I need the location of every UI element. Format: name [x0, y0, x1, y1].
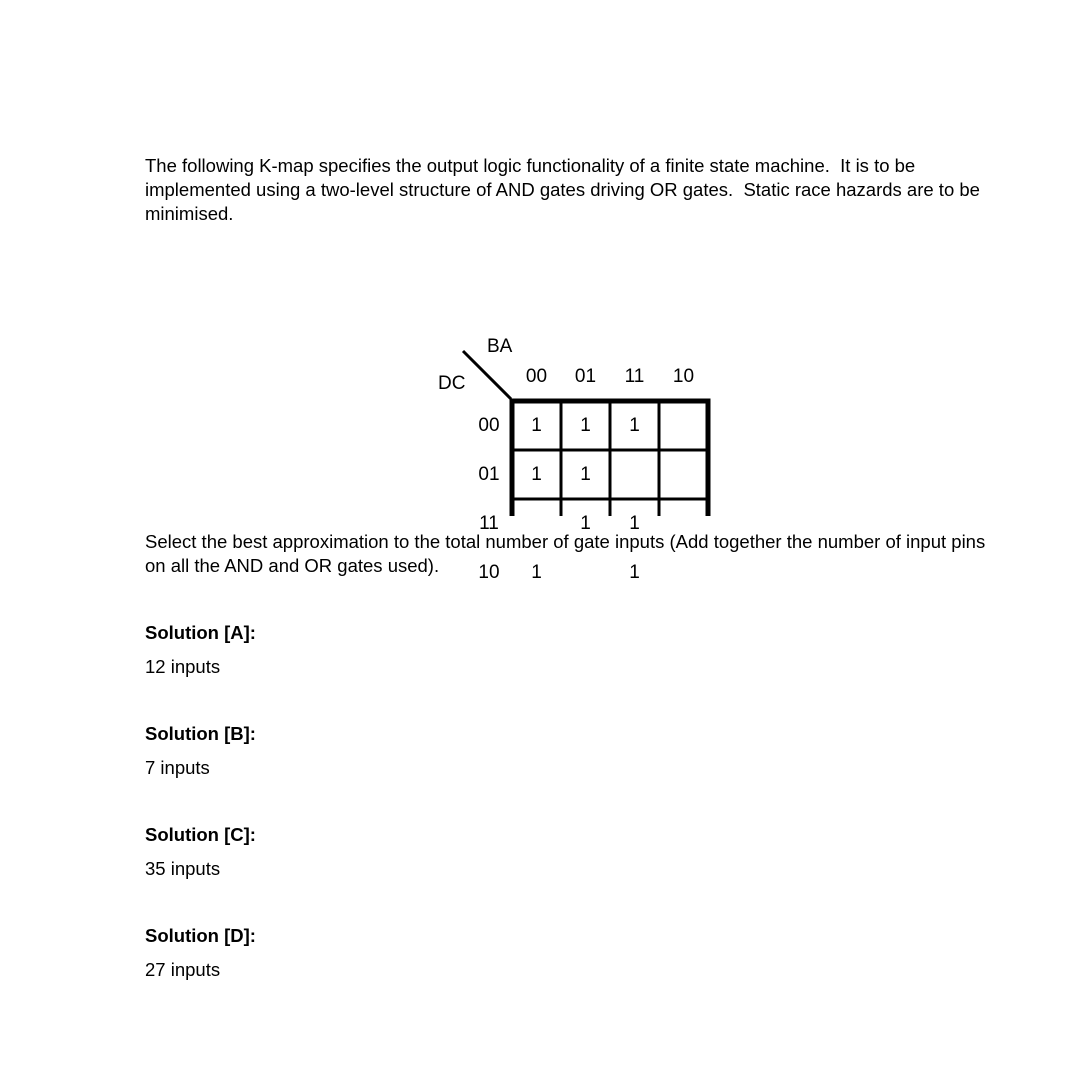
- kmap-col-header: 11: [624, 366, 645, 387]
- intro-text: The following K-map specifies the output logic functionality of a finite state machine. It is to be implemented using a two-level structure of AND gates driving OR gates. Static race hazards are to be minimised.: [145, 155, 986, 224]
- kmap-row-var: DC: [438, 373, 466, 394]
- solution-d-value: 27 inputs: [145, 959, 221, 980]
- question-page: [145, 154, 990, 982]
- kmap-cell-value: 1: [531, 561, 542, 583]
- solution-c-title: Solution [C]:: [145, 824, 256, 845]
- kmap-row-header: 10: [478, 561, 500, 583]
- solution-b-value: 7 inputs: [145, 757, 210, 778]
- kmap-diagonal: [463, 351, 511, 399]
- kmap-cell-value: 1: [629, 414, 640, 436]
- kmap-cell-value: 1: [580, 463, 591, 485]
- kmap-col-var: BA: [487, 336, 513, 357]
- kmap-cell-value: 1: [629, 512, 640, 534]
- solution-b-title: Solution [B]:: [145, 723, 256, 744]
- kmap-cell-value: 1: [629, 561, 640, 583]
- solution-a-title: Solution [A]:: [145, 622, 256, 643]
- kmap-row-header: 00: [478, 414, 500, 436]
- kmap-cell-value: 1: [531, 414, 542, 436]
- kmap-col-header: 01: [574, 366, 597, 387]
- kmap-row-header: 01: [478, 463, 500, 485]
- solution-c: [145, 823, 990, 881]
- kmap-row-header: 11: [479, 512, 499, 534]
- kmap-col-header: 00: [525, 366, 548, 387]
- solution-c-value: 35 inputs: [145, 858, 221, 879]
- question-text: Select the best approximation to the total number of gate inputs (Add together the number of input pins on all the AND and OR gates used).: [145, 531, 991, 576]
- solution-d-title: Solution [D]:: [145, 925, 256, 946]
- kmap-cell-value: 1: [580, 414, 591, 436]
- solution-b: [145, 722, 990, 780]
- kmap-cell-value: 1: [580, 512, 591, 534]
- kmap-col-header: 10: [672, 366, 695, 387]
- kmap-cell-value: 1: [531, 463, 542, 485]
- solution-a: [145, 621, 990, 679]
- solution-a-value: 12 inputs: [145, 656, 221, 677]
- kmap-grid: [145, 246, 990, 516]
- solution-d: [145, 924, 990, 982]
